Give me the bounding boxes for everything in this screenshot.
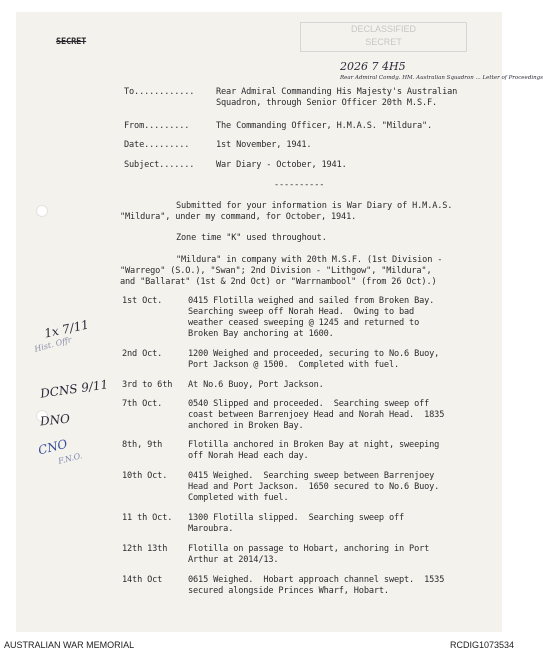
to-label: To............ xyxy=(124,87,195,97)
from-label: From......... xyxy=(124,121,190,131)
entry-line: Head and Port Jackson. 1650 secured to No.6 Buoy. xyxy=(188,482,440,492)
handwritten-ref-note: Rear Admiral Comdg. HM. Australian Squadron ... Letter of Proceedings xyxy=(340,75,543,81)
entry-line: 0415 Weighed. Searching sweep between Barrenjoey xyxy=(188,471,435,481)
entry-line: off Norah Head each day. xyxy=(188,451,309,461)
entry-line: Arthur at 2014/13. xyxy=(188,555,279,565)
subject-value: War Diary - October, 1941. xyxy=(216,160,347,170)
entry-line: Flotilla on passage to Hobart, anchoring in Port xyxy=(188,544,430,554)
to-line-1: Rear Admiral Commanding His Majesty's Australian xyxy=(216,87,458,97)
fleet-line-3: and "Ballarat" (1st & 2nd Oct) or "Warrnambool" (from 26 Oct).) xyxy=(120,277,437,287)
entry-date: 11 th Oct. xyxy=(122,513,173,523)
entry-line: 0540 Slipped and proceeded. Searching sweep off xyxy=(188,399,430,409)
entry-date: 10th Oct. xyxy=(122,471,168,481)
margin-note: F.N.O. xyxy=(57,451,84,466)
date-value: 1st November, 1941. xyxy=(216,140,312,150)
date-label: Date......... xyxy=(124,140,190,150)
intro-line-2: "Mildura", under my command, for October, 1941. xyxy=(120,212,357,222)
entry-date: 8th, 9th xyxy=(122,440,163,450)
footer-institution: AUSTRALIAN WAR MEMORIAL xyxy=(4,640,135,650)
entry-date: 7th Oct. xyxy=(122,399,163,409)
entry-date: 12th 13th xyxy=(122,544,168,554)
margin-note: 1x 7/11 xyxy=(43,317,91,341)
entry-date: 2nd Oct. xyxy=(122,349,163,359)
entry-line: Port Jackson @ 1500. Completed with fuel. xyxy=(188,360,400,370)
entry-line: coast between Barrenjoey Head and Norah Head. 1835 xyxy=(188,410,445,420)
entry-line: Maroubra. xyxy=(188,524,234,534)
entry-line: 0615 Weighed. Hobart approach channel swept. 1535 xyxy=(188,575,445,585)
entry-line: Broken Bay anchoring at 1600. xyxy=(188,329,334,339)
to-line-2: Squadron, through Senior Officer 20th M.S.F. xyxy=(216,98,438,108)
entry-line: secured alongside Princes Wharf, Hobart. xyxy=(188,586,389,596)
separator-line: ---------- xyxy=(274,180,325,190)
punch-hole xyxy=(36,205,48,217)
margin-note: Hist. Offr xyxy=(33,335,73,354)
intro-line-1: Submitted for your information is War Diary of H.M.A.S. xyxy=(176,201,453,211)
entry-line: weather ceased sweeping @ 1245 and returned to xyxy=(188,318,420,328)
entry-line: 1200 Weighed and proceeded, securing to No.6 Buoy, xyxy=(188,349,440,359)
entry-line: Flotilla anchored in Broken Bay at night, sweeping xyxy=(188,440,440,450)
margin-note: DCNS 9/11 xyxy=(39,377,109,401)
margin-note: DNO xyxy=(39,411,71,429)
declassified-stamp xyxy=(300,22,467,52)
entry-date: 14th Oct xyxy=(122,575,163,585)
handwritten-reference: 2026 7 4H5 xyxy=(340,60,406,73)
stamp-line-2: SECRET xyxy=(365,37,402,47)
entry-line: 0415 Flotilla weighed and sailed from Broken Bay. xyxy=(188,296,435,306)
classification-crossed: SECRET xyxy=(56,37,87,47)
entry-date: 1st Oct. xyxy=(122,296,163,306)
entry-line: anchored in Broken Bay. xyxy=(188,421,304,431)
margin-note: CNO xyxy=(36,436,69,458)
from-value: The Commanding Officer, H.M.A.S. "Mildura". xyxy=(216,121,433,131)
fleet-line-1: "Mildura" in company with 20th M.S.F. (1st Division - xyxy=(176,255,443,265)
entry-line: 1300 Flotilla slipped. Searching sweep off xyxy=(188,513,405,523)
stamp-line-1: DECLASSIFIED xyxy=(350,24,417,34)
subject-label: Subject....... xyxy=(124,160,195,170)
entry-line: Completed with fuel. xyxy=(188,493,289,503)
fleet-line-2: "Warrego" (S.O.), "Swan"; 2nd Division - "Lithgow", "Mildura", xyxy=(120,266,432,276)
zone-time-line: Zone time "K" used throughout. xyxy=(176,233,327,243)
footer-record-id: RCDIG1073534 xyxy=(449,640,514,650)
entry-line: At No.6 Buoy, Port Jackson. xyxy=(188,380,324,390)
entry-line: Searching sweep off Norah Head. Owing to bad xyxy=(188,307,415,317)
entry-date: 3rd to 6th xyxy=(122,380,173,390)
